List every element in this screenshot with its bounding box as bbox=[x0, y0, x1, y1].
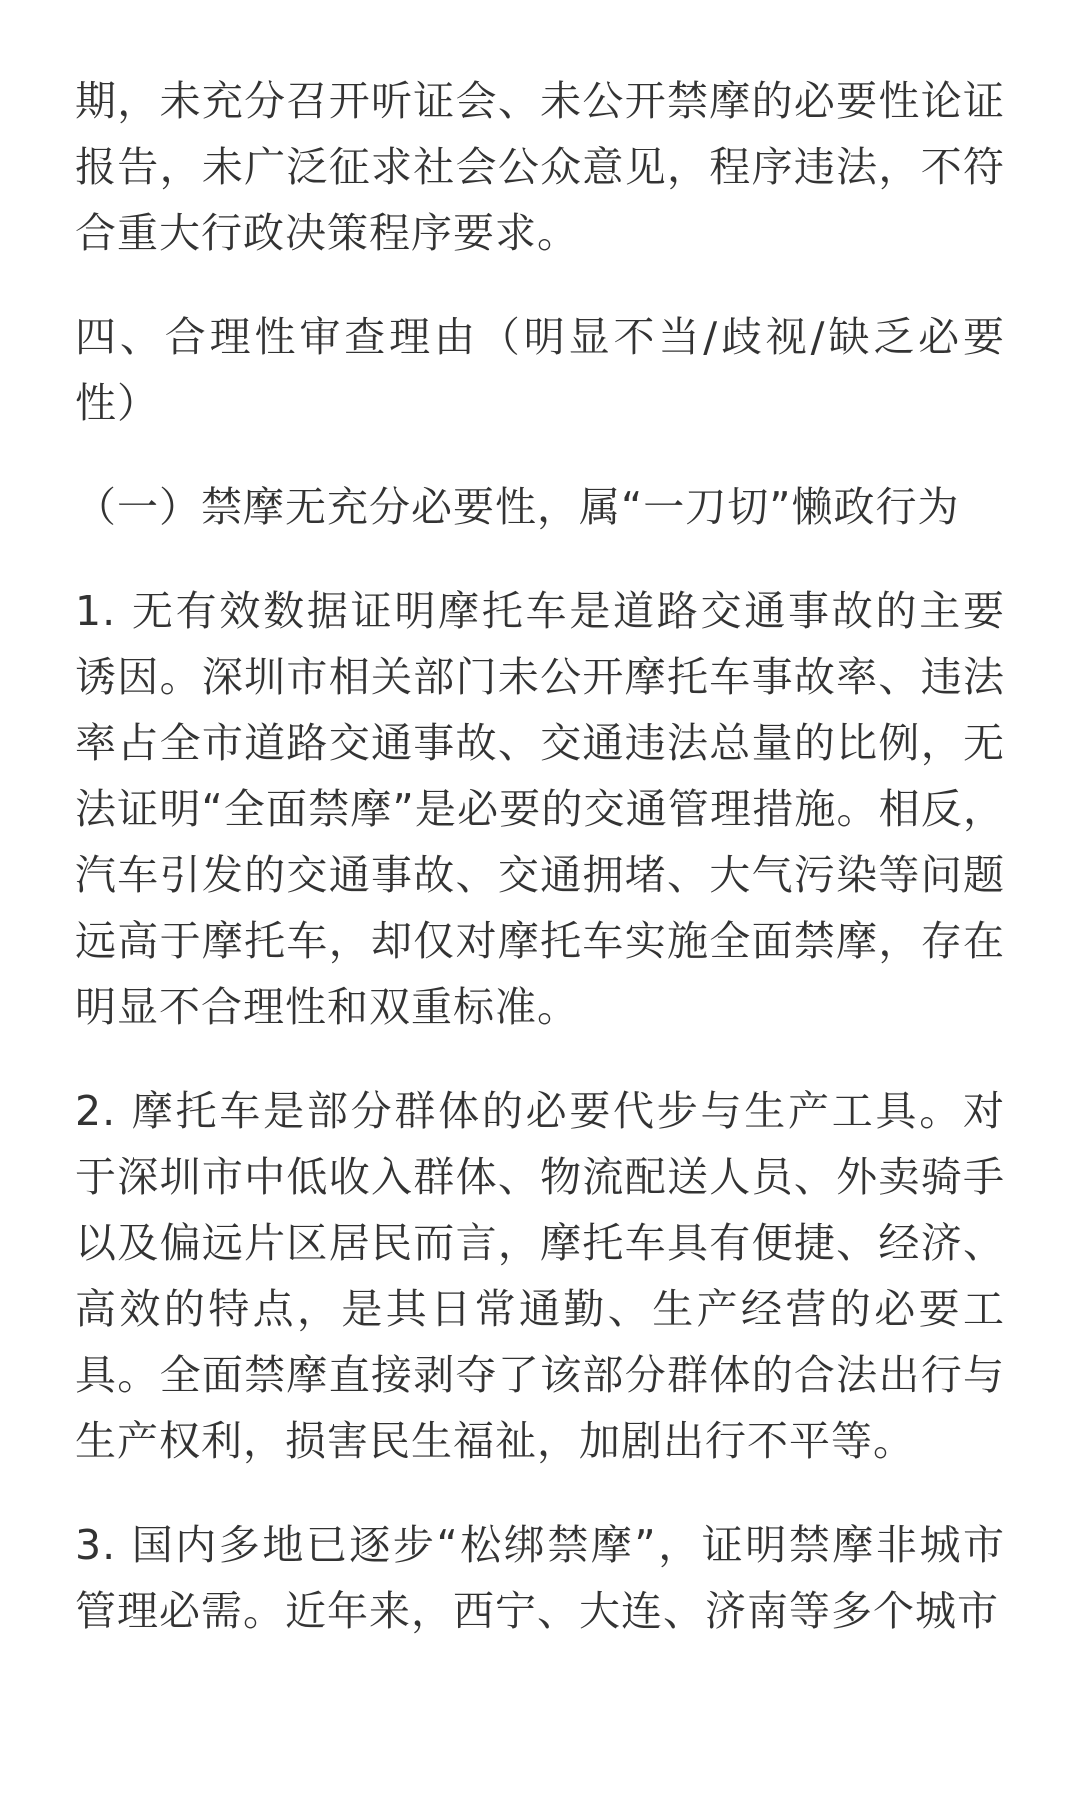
paragraph-point-1: 1. 无有效数据证明摩托车是道路交通事故的主要诱因。深圳市相关部门未公开摩托车事故率、违法率占全市道路交通事故、交通违法总量的比例，无法证明“全面禁摩”是必要的交通管理措施。相反，汽车引发的交通事故、交通拥堵、大气污染等问题远高于摩托车，却仅对摩托车实施全面禁摩，存在明显不合理性和双重标准。 bbox=[75, 587, 1005, 1031]
subsection-heading-necessity: （一）禁摩无充分必要性，属“一刀切”懒政行为 bbox=[75, 483, 960, 531]
paragraph-point-3: 3. 国内多地已逐步“松绑禁摩”，证明禁摩非城市管理必需。近年来，西宁、大连、济南等多个城市 bbox=[75, 1521, 1005, 1635]
paragraph-procedure-violation: 期，未充分召开听证会、未公开禁摩的必要性论证报告，未广泛征求社会公众意见，程序违法，不符合重大行政决策程序要求。 bbox=[75, 77, 1005, 257]
paragraph-point-2: 2. 摩托车是部分群体的必要代步与生产工具。对于深圳市中低收入群体、物流配送人员、外卖骑手以及偏远片区居民而言，摩托车具有便捷、经济、高效的特点，是其日常通勤、生产经营的必要工具。全面禁摩直接剥夺了该部分群体的合法出行与生产权利，损害民生福祉，加剧出行不平等。 bbox=[75, 1087, 1005, 1465]
section-heading-reasonableness-review: 四、合理性审查理由（明显不当/歧视/缺乏必要性） bbox=[75, 313, 1005, 427]
article-body bbox=[75, 68, 1005, 1682]
